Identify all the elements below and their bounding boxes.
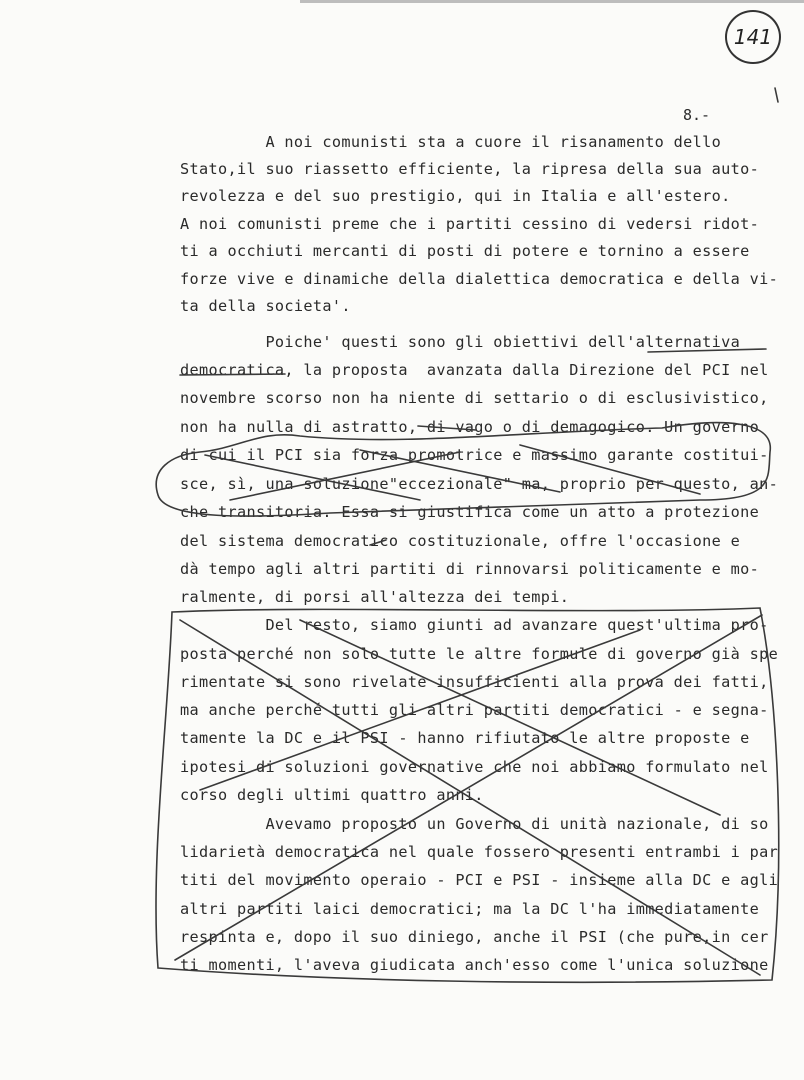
text-line: non ha nulla di astratto, di vago o di demagogico. Un governo: [180, 418, 760, 436]
text-line: ralmente, di porsi all'altezza dei tempi.: [180, 588, 570, 606]
text-line: revolezza e del suo prestigio, qui in Italia e all'estero.: [180, 187, 731, 205]
text-line: respinta e, dopo il suo diniego, anche il PSI (che pure,in cer: [180, 928, 769, 946]
text-line: A noi comunisti preme che i partiti cessino di vedersi ridot-: [180, 215, 760, 233]
text-line: A noi comunisti sta a cuore il risanamento dello: [180, 133, 722, 151]
text-line: ta della societa'.: [180, 297, 351, 315]
text-line: altri partiti laici democratici; ma la DC l'ha immediatamente: [180, 900, 760, 918]
text-line: tamente la DC e il PSI - hanno rifiutato le altre proposte e: [180, 729, 750, 747]
text-line: dà tempo agli altri partiti di rinnovarsi politicamente e mo-: [180, 560, 760, 578]
text-line: che transitoria. Essa si giustifica come un atto a protezione: [180, 503, 760, 521]
text-line: ma anche perché tutti gli altri partiti democratici - e segna-: [180, 701, 769, 719]
text-line: posta perché non solo tutte le altre formule di governo già spe: [180, 645, 779, 663]
text-line: del sistema democratico costituzionale, offre l'occasione e: [180, 532, 741, 550]
text-line: novembre scorso non ha niente di settario o di esclusivistico,: [180, 389, 769, 407]
text-line: democratica, la proposta avanzata dalla Direzione del PCI nel: [180, 361, 769, 379]
page-stamp: 141: [725, 10, 781, 64]
text-line: forze vive e dinamiche della dialettica democratica e della vi-: [180, 270, 779, 288]
text-line: di cui il PCI sia forza promotrice e massimo garante costitui-: [180, 446, 769, 464]
text-line: ti momenti, l'aveva giudicata anch'esso come l'unica soluzione: [180, 956, 769, 974]
text-line: Avevamo proposto un Governo di unità nazionale, di so: [180, 815, 769, 833]
text-line: lidarietà democratica nel quale fossero presenti entrambi i par: [180, 843, 779, 861]
text-line: ti a occhiuti mercanti di posti di potere e tornino a essere: [180, 242, 750, 260]
text-line: Stato,il suo riassetto efficiente, la ripresa della sua auto-: [180, 160, 760, 178]
text-line: rimentate si sono rivelate insufficienti alla prova dei fatti,: [180, 673, 769, 691]
text-line: ipotesi di soluzioni governative che noi abbiamo formulato nel: [180, 758, 769, 776]
page-number: 8.-: [683, 106, 711, 124]
text-line: titi del movimento operaio - PCI e PSI - insieme alla DC e agli: [180, 871, 779, 889]
text-line: sce, sì, una soluzione"eccezionale" ma, proprio per questo, an-: [180, 475, 779, 493]
text-line: Poiche' questi sono gli obiettivi dell'alternativa: [180, 333, 741, 351]
text-line: Del resto, siamo giunti ad avanzare quest'ultima pro-: [180, 616, 769, 634]
text-line: corso degli ultimi quattro anni.: [180, 786, 484, 804]
